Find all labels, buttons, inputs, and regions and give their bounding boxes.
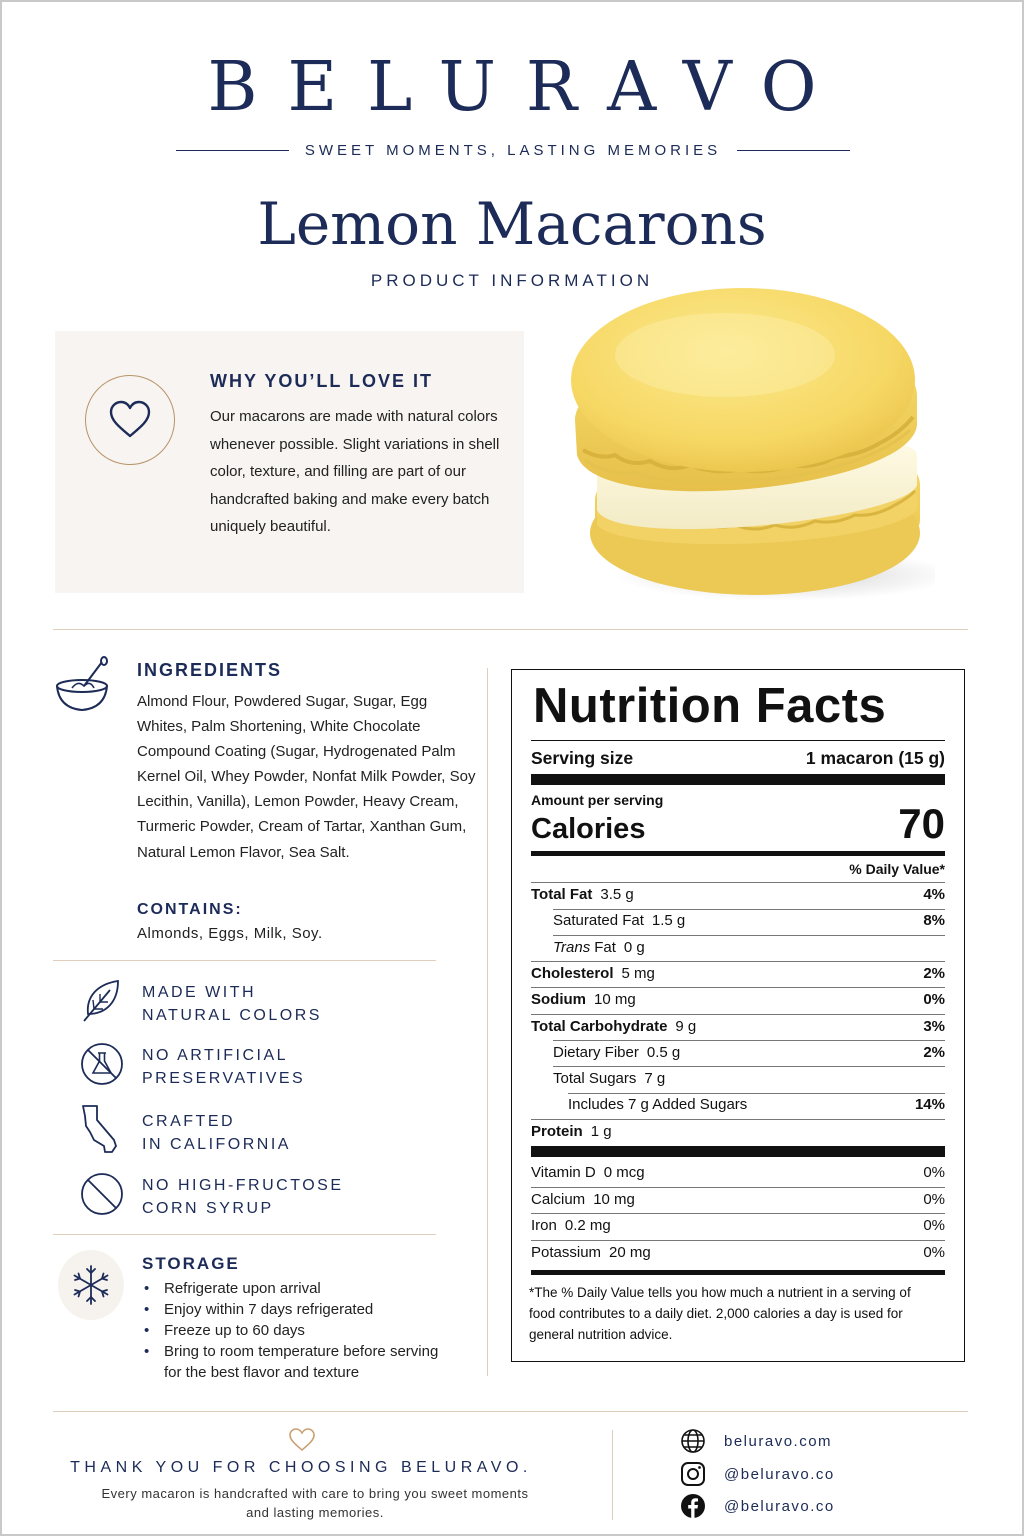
california-icon xyxy=(80,1104,124,1156)
vitamin-row xyxy=(531,1164,945,1181)
nf-thin-rule xyxy=(553,935,945,936)
nutrient-name: Trans xyxy=(553,938,591,956)
vitamin-dv: 0% xyxy=(923,1217,945,1234)
tagline: SWEET MOMENTS, LASTING MEMORIES xyxy=(304,141,722,159)
contains-text: Almonds, Eggs, Milk, Soy. xyxy=(137,925,323,942)
nutrient-label xyxy=(531,1070,665,1087)
nutrition-footnote: *The % Daily Value tells you how much a nutrient in a serving of food contributes to a daily diet. 2,000 calories a day is used for general nutrition advice. xyxy=(529,1285,911,1342)
nutrient-dv: 4% xyxy=(923,886,945,903)
serving-value: 1 macaron (15 g) xyxy=(805,748,945,768)
nf-thin-rule xyxy=(531,1119,945,1120)
nutrient-amount: 0 g xyxy=(623,938,645,956)
feature-line2: IN CALIFORNIA xyxy=(142,1136,291,1153)
website-link[interactable] xyxy=(680,1428,832,1454)
dv-header-row xyxy=(531,861,945,877)
serving-row xyxy=(531,748,945,769)
feature-line2: PRESERVATIVES xyxy=(142,1070,306,1087)
love-title: WHY YOU’LL LOVE IT xyxy=(210,371,434,391)
love-icon-circle xyxy=(85,375,175,465)
nutrient-amount: 9 g xyxy=(675,1017,697,1035)
nf-thin-rule xyxy=(531,1187,945,1188)
brand-logo: BELURAVO xyxy=(207,48,847,127)
vitamin-row xyxy=(531,1191,945,1208)
nutrient-name: Total Carbohydrate xyxy=(531,1017,668,1035)
footer-thanks: THANK YOU FOR CHOOSING BELURAVO. xyxy=(70,1459,532,1476)
nf-thin-rule xyxy=(531,1014,945,1015)
instagram-link[interactable] xyxy=(680,1461,835,1487)
feature-california xyxy=(142,1110,291,1156)
nf-thin-rule xyxy=(553,1066,945,1067)
column-divider xyxy=(487,668,488,1376)
nutrient-label xyxy=(531,1044,680,1061)
nf-rule xyxy=(531,740,945,741)
nutrient-label xyxy=(531,1096,747,1113)
nutrient-label xyxy=(531,886,634,903)
nf-thick-rule xyxy=(531,774,945,785)
storage-title: STORAGE xyxy=(142,1254,240,1273)
nutrient-amount: 1 g xyxy=(590,1122,612,1140)
dv-header: % Daily Value* xyxy=(849,861,945,877)
nf-thin-rule xyxy=(531,1240,945,1241)
nutrient-label xyxy=(531,1123,612,1140)
vitamin-label-group xyxy=(531,1217,611,1234)
vitamin-name: Potassium xyxy=(531,1243,602,1261)
nf-medium-rule xyxy=(531,851,945,856)
divider-storage-top xyxy=(53,1234,436,1235)
vitamin-name: Vitamin D xyxy=(531,1164,596,1181)
leaf-icon xyxy=(80,978,124,1024)
mixing-bowl-icon xyxy=(54,656,110,714)
love-text: Our macarons are made with natural colors whenever possible. Slight variations in shell color, texture, and filling are part of our handcrafted baking and make every batch uniquely beautiful. xyxy=(210,408,500,535)
serving-label: Serving size xyxy=(531,748,634,768)
nf-thin-rule xyxy=(531,961,945,962)
feature-natural-colors xyxy=(142,981,322,1027)
divider-top xyxy=(53,629,968,630)
nutrient-name: Protein xyxy=(531,1122,583,1140)
feature-no-preservatives xyxy=(142,1044,305,1090)
nutrient-name: Sodium xyxy=(531,991,586,1009)
storage-item: • Bring to room temperature before serving for the best flavor and texture xyxy=(142,1341,442,1383)
vitamin-amount: 10 mg xyxy=(593,1190,635,1208)
nutrition-title: Nutrition Facts xyxy=(533,679,887,733)
feature-line1: NO ARTIFICIAL xyxy=(142,1047,289,1064)
nutrient-label xyxy=(531,1018,696,1035)
vitamin-label-group xyxy=(531,1164,645,1181)
facebook-text: @beluravo.co xyxy=(724,1497,835,1515)
facebook-icon xyxy=(680,1493,706,1519)
product-title: Lemon Macarons xyxy=(257,190,767,258)
facebook-link[interactable] xyxy=(680,1493,835,1519)
amount-per-serving: Amount per serving xyxy=(531,792,664,808)
macaron-image xyxy=(555,285,935,605)
globe-icon xyxy=(680,1428,706,1454)
tagline-row xyxy=(176,138,850,162)
vitamin-label-group xyxy=(531,1244,651,1261)
nf-thin-rule xyxy=(553,909,945,910)
nutrient-row xyxy=(531,912,945,929)
nutrient-name: Includes 7 g Added Sugars xyxy=(568,1096,748,1114)
vitamin-name: Calcium xyxy=(531,1190,586,1208)
vitamin-dv: 0% xyxy=(923,1164,945,1181)
nutrient-label xyxy=(531,965,655,982)
nutrient-name: Saturated Fat xyxy=(553,912,644,930)
storage-item: • Refrigerate upon arrival xyxy=(142,1278,442,1299)
feature-line2: NATURAL COLORS xyxy=(142,1007,322,1024)
storage-item: • Freeze up to 60 days xyxy=(142,1320,442,1341)
vitamin-label-group xyxy=(531,1191,635,1208)
nutrient-row xyxy=(531,1096,945,1113)
calories-value: 70 xyxy=(898,800,945,847)
nutrient-label xyxy=(531,991,636,1008)
nutrient-name: Total Sugars xyxy=(553,1070,637,1088)
footer-note: Every macaron is handcrafted with care to bring you sweet moments and lasting memories. xyxy=(101,1486,529,1520)
nutrient-row xyxy=(531,886,945,903)
nf-medium-rule xyxy=(531,1270,945,1275)
instagram-text: @beluravo.co xyxy=(724,1465,835,1483)
calories-label: Calories xyxy=(531,813,646,845)
nutrient-row xyxy=(531,939,945,956)
nutrient-row xyxy=(531,1123,945,1140)
nutrient-dv: 3% xyxy=(923,1017,945,1035)
nf-thin-rule xyxy=(531,882,945,883)
feature-line2: CORN SYRUP xyxy=(142,1200,274,1217)
storage-list xyxy=(142,1278,442,1383)
nutrient-amount: 10 mg xyxy=(594,991,636,1009)
snowflake-icon xyxy=(70,1264,112,1306)
nutrient-dv: 8% xyxy=(923,912,945,930)
nutrient-name-suffix: Fat xyxy=(594,938,616,956)
vitamin-name: Iron xyxy=(531,1217,557,1234)
instagram-icon xyxy=(680,1461,706,1487)
divider-footer xyxy=(53,1411,968,1412)
vitamin-dv: 0% xyxy=(923,1243,945,1261)
nutrient-dv: 14% xyxy=(914,1096,945,1114)
nutrient-amount: 0.5 g xyxy=(646,1043,681,1061)
nf-thin-rule xyxy=(531,987,945,988)
footer-divider xyxy=(612,1430,613,1520)
nutrient-row xyxy=(531,991,945,1008)
nutrient-label xyxy=(531,912,685,929)
nutrient-name: Cholesterol xyxy=(531,964,614,982)
tagline-rule-right xyxy=(737,150,850,151)
ingredients-text: Almond Flour, Powdered Sugar, Sugar, Egg Whites, Palm Shortening, White Chocolate Compound Coating (Sugar, Hydrogenated Palm Kernel Oil, Whey Powder, Nonfat Milk Powder, Soy Lecithin, Vanilla), Lemon Powder, Heavy Cream, Turmeric Powder, Cream of Tartar, Xanthan Gum, Natural Lemon Flavor, Sea Salt. xyxy=(137,693,476,861)
heart-icon xyxy=(108,400,152,440)
vitamin-amount: 0.2 mg xyxy=(564,1217,611,1234)
nf-thin-rule xyxy=(531,1213,945,1214)
vitamin-amount: 0 mcg xyxy=(603,1164,645,1181)
nutrient-row xyxy=(531,1070,945,1087)
website-text: beluravo.com xyxy=(724,1432,833,1450)
nutrient-dv: 2% xyxy=(923,1043,945,1061)
vitamin-amount: 20 mg xyxy=(609,1243,651,1261)
nf-thin-rule xyxy=(568,1093,945,1094)
nutrient-row xyxy=(531,965,945,982)
tagline-rule-left xyxy=(176,150,289,151)
nutrient-row xyxy=(531,1018,945,1035)
product-subtitle: PRODUCT INFORMATION xyxy=(370,271,654,290)
nutrient-name: Total Fat xyxy=(531,886,593,903)
nutrient-label xyxy=(531,939,645,956)
vitamin-row xyxy=(531,1217,945,1234)
nutrient-dv: 0% xyxy=(923,991,945,1009)
nutrient-amount: 3.5 g xyxy=(600,886,634,903)
feature-no-hfcs xyxy=(142,1174,343,1220)
nutrient-name: Dietary Fiber xyxy=(553,1043,639,1061)
heart-outline-icon xyxy=(288,1427,316,1453)
feature-line1: CRAFTED xyxy=(142,1113,236,1130)
nutrient-amount: 1.5 g xyxy=(651,912,686,930)
no-flask-icon xyxy=(80,1042,124,1086)
nutrition-facts-panel xyxy=(511,669,965,1362)
storage-icon-circle xyxy=(58,1250,124,1320)
vitamin-dv: 0% xyxy=(923,1190,945,1208)
feature-line1: NO HIGH-FRUCTOSE xyxy=(142,1177,344,1194)
love-panel xyxy=(55,331,524,593)
feature-line1: MADE WITH xyxy=(142,984,257,1001)
calories-row xyxy=(531,800,945,848)
storage-item: • Enjoy within 7 days refrigerated xyxy=(142,1299,442,1320)
nutrient-amount: 5 mg xyxy=(621,964,655,982)
nutrient-dv: 2% xyxy=(923,964,945,982)
prohibited-icon xyxy=(80,1172,124,1216)
ingredients-title: INGREDIENTS xyxy=(137,660,283,680)
nf-thin-rule xyxy=(553,1040,945,1041)
vitamin-row xyxy=(531,1244,945,1261)
nutrient-row xyxy=(531,1044,945,1061)
contains-title: CONTAINS: xyxy=(137,901,243,918)
divider-features-top xyxy=(53,960,436,961)
nf-thick-rule xyxy=(531,1146,945,1157)
nutrient-amount: 7 g xyxy=(644,1070,666,1088)
